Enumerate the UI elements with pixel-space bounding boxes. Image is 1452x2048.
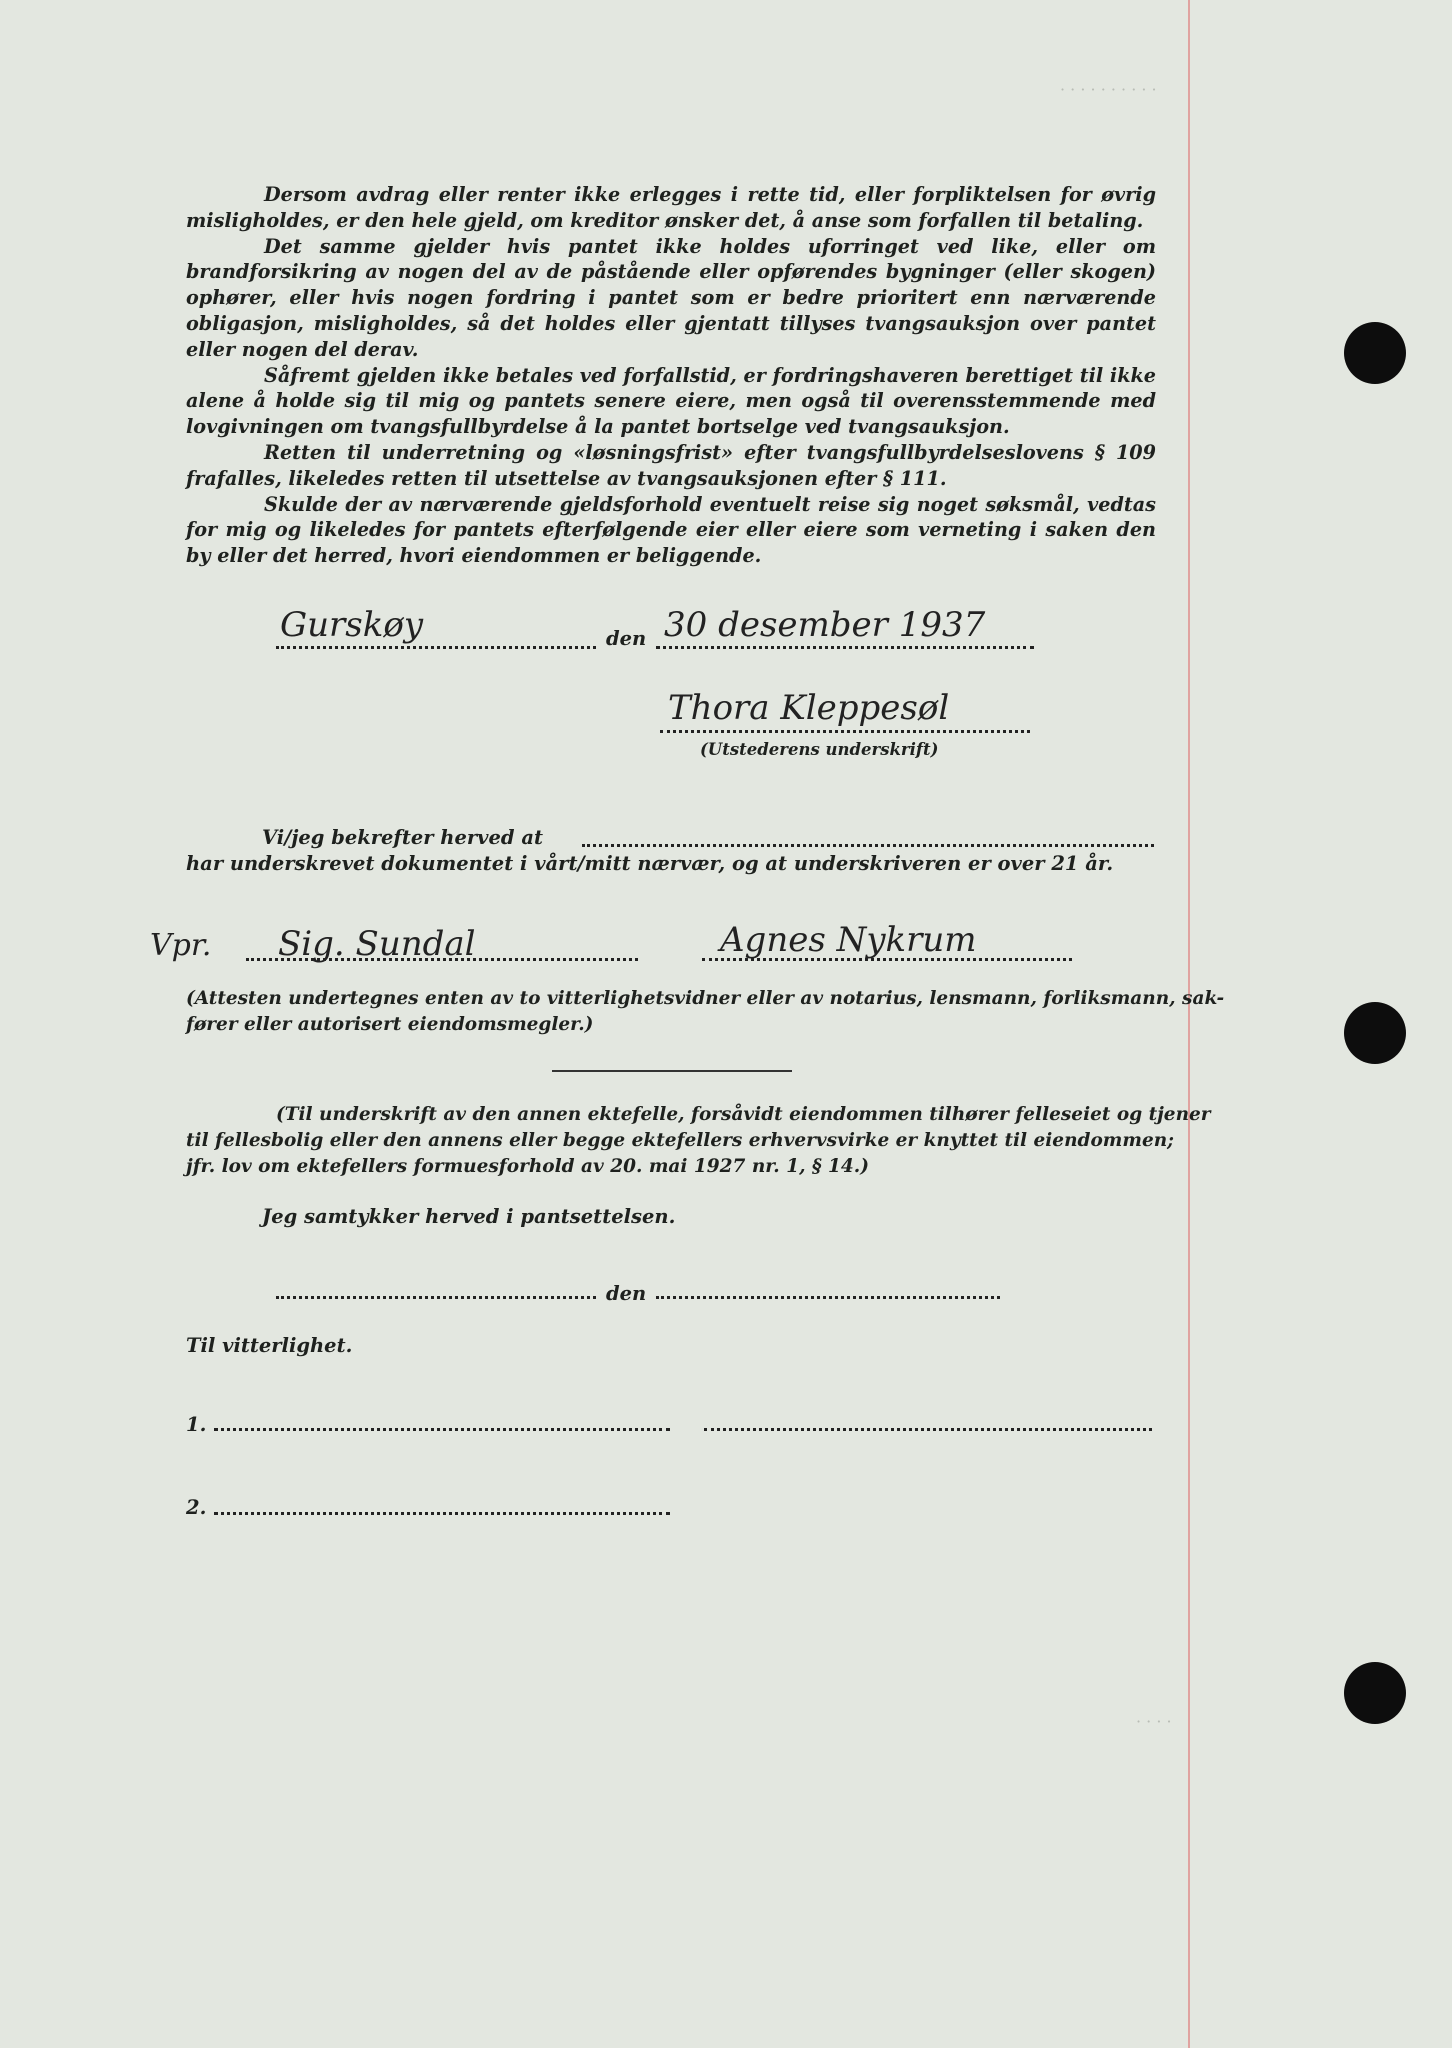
witness-number-2: 2. — [186, 1496, 207, 1519]
den-label: den — [606, 627, 647, 650]
attestation-dotted-line — [582, 844, 1154, 847]
terms-paragraph: Såfremt gjelden ikke betales ved forfallstid, er fordringshaveren berettiget til ikke alene å holde sig til mig og pantets senere eiere, men også til overensstemmende med lovgivningen om tvangsfullbyrdelse å la pantet bortselge ved tvangsauksjon. — [186, 363, 1156, 439]
witness-signature-1: Sig. Sundal — [278, 924, 476, 964]
consent-text: Jeg samtykker herved i pantsettelsen. — [262, 1205, 676, 1228]
bleed-through-text: · · · · — [1136, 1712, 1172, 1731]
attestation-note-1: (Attesten undertegnes enten av to vitterlighetsvidner eller av notarius, lensmann, forliksmann, sak- — [186, 988, 1225, 1009]
terms-paragraph: Dersom avdrag eller renter ikke erlegges i rette tid, eller forpliktelsen for øvrig misligholdes, er den hele gjeld, om kreditor ønsker det, å anse som forfallen til betaling. — [186, 183, 1156, 232]
witness2-dotted-line — [702, 958, 1072, 961]
terms-paragraph: Det samme gjelder hvis pantet ikke holdes uforringet ved like, eller om brandforsikring av nogen del av de påstående eller opførendes bygninger (eller skogen) ophører, eller hvis nogen fordring i pantet som er bedre prioritert enn nærværende obligasjon, misligholdes, så det holdes eller gjentatt tillyses tvangsauksjon over pantet eller nogen del derav. — [186, 234, 1156, 361]
attestation-note-2: fører eller autorisert eiendomsmegler.) — [186, 1014, 594, 1035]
witness-line-1a — [214, 1428, 670, 1431]
witness-signature-2: Agnes Nykrum — [720, 920, 977, 960]
spouse-note-2: til fellesbolig eller den annens eller begge ektefellers erhvervsvirke er knyttet til eiendommen; — [186, 1130, 1175, 1151]
consent-den-label: den — [606, 1282, 647, 1305]
separator-line — [552, 1070, 792, 1072]
witness-number-1: 1. — [186, 1413, 207, 1436]
place-handwritten: Gurskøy — [280, 605, 424, 645]
consent-place-dotted-line — [276, 1296, 596, 1299]
signature-caption: (Utstederens underskrift) — [700, 740, 939, 759]
place-dotted-line — [276, 646, 596, 649]
terms-section — [186, 182, 1156, 569]
consent-date-dotted-line — [656, 1296, 1000, 1299]
attestation-text: har underskrevet dokumentet i vårt/mitt nærvær, og at underskriveren er over 21 år. — [186, 852, 1114, 875]
signature-dotted-line — [660, 730, 1030, 733]
margin-rule — [1188, 0, 1190, 2048]
witness-line-1b — [704, 1428, 1152, 1431]
spouse-note-1: (Til underskrift av den annen ektefelle, forsåvidt eiendommen tilhører felleseiet og tjener — [276, 1104, 1211, 1125]
punch-hole — [1344, 1002, 1406, 1064]
date-handwritten: 30 desember 1937 — [664, 605, 986, 645]
terms-paragraph: Skulde der av nærværende gjeldsforhold eventuelt reise sig noget søksmål, vedtas for mig og likeledes for pantets efterfølgende eier eller eiere som verneting i saken den by eller det herred, hvori eiendommen er beliggende. — [186, 492, 1156, 568]
punch-hole — [1344, 1662, 1406, 1724]
terms-paragraph: Retten til underretning og «løsningsfrist» efter tvangsfullbyrdelseslovens § 109 frafalles, likeledes retten til utsettelse av tvangsauksjonen efter § 111. — [186, 440, 1156, 490]
issuer-signature: Thora Kleppesøl — [668, 688, 950, 728]
spouse-note-3: jfr. lov om ektefellers formuesforhold av 20. mai 1927 nr. 1, § 14.) — [186, 1156, 870, 1177]
bleed-through-text: · · · · · · · · · · — [1060, 80, 1157, 99]
attestation-label: Vi/jeg bekrefter herved at — [262, 826, 543, 849]
witness1-dotted-line — [246, 958, 638, 961]
witness-prefix: Vpr. — [150, 928, 212, 963]
witness-line-2 — [214, 1512, 670, 1515]
date-dotted-line — [656, 646, 1034, 649]
witnesses-heading: Til vitterlighet. — [186, 1334, 353, 1357]
punch-hole — [1344, 322, 1406, 384]
